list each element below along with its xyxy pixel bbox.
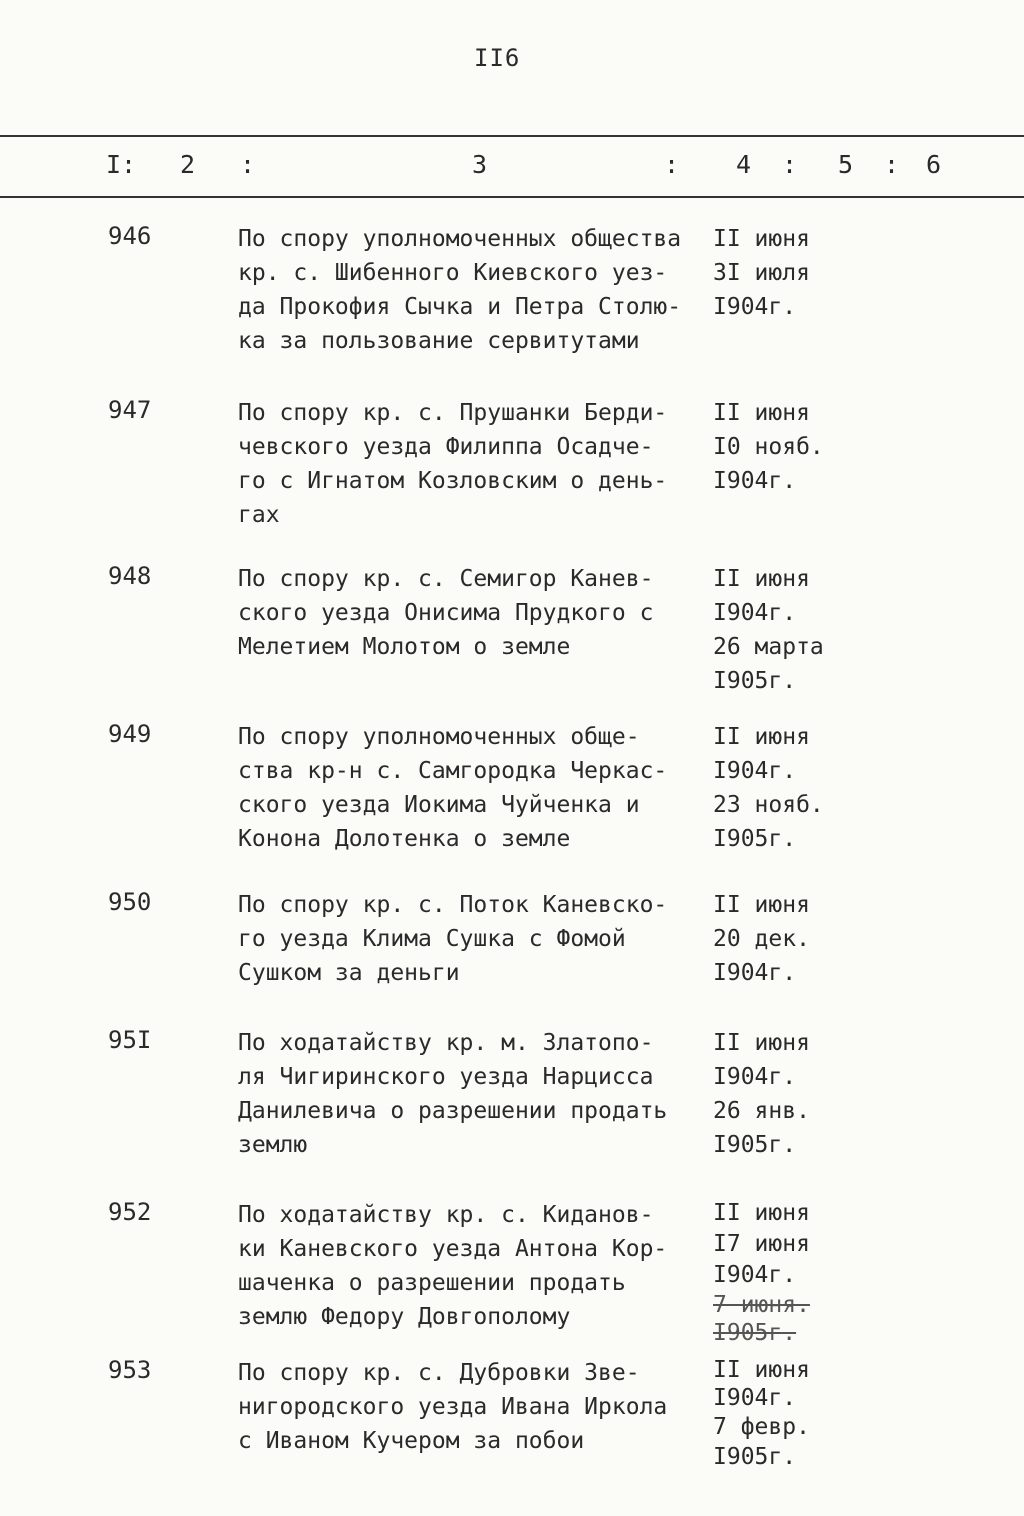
description-line: нигородского уезда Ивана Иркола — [238, 1394, 668, 1420]
date-line: 26 янв. — [713, 1098, 810, 1124]
entry-dates — [713, 1198, 843, 1347]
date-line: II июня — [713, 226, 810, 252]
entry-dates — [713, 1026, 843, 1162]
entry-number: 952 — [108, 1198, 152, 1226]
description-line: с Иваном Кучером за побои — [238, 1428, 585, 1454]
entry-number: 949 — [108, 720, 152, 748]
table-top-rule — [0, 135, 1024, 137]
date-line: 7 февр. — [713, 1414, 810, 1440]
date-line: I904г. — [713, 468, 797, 494]
date-line: I904г. — [713, 600, 797, 626]
entry-description — [238, 1198, 718, 1334]
entry-description — [238, 396, 718, 532]
column-separator: : — [782, 150, 798, 179]
date-line: II июня — [713, 1357, 810, 1383]
entry-number: 953 — [108, 1356, 152, 1384]
date-line: I904г. — [713, 1064, 797, 1090]
description-line: По спору кр. с. Семигор Канев- — [238, 566, 654, 592]
description-line: шаченка о разрешении продать — [238, 1270, 626, 1296]
description-line: Сушком за деньги — [238, 960, 460, 986]
date-line: 23 нояб. — [713, 792, 824, 818]
description-line: По спору кр. с. Поток Каневско- — [238, 892, 668, 918]
description-line: По ходатайству кр. с. Киданов- — [238, 1202, 654, 1228]
entry-number: 946 — [108, 222, 152, 250]
description-line: гах — [238, 502, 280, 528]
entry-dates — [713, 562, 843, 698]
column-header-2: 2 — [180, 150, 196, 179]
description-line: По спору уполномоченных общества — [238, 226, 682, 252]
date-line: I905г. — [713, 826, 797, 852]
entry-number: 95I — [108, 1026, 152, 1054]
date-line: I904г. — [713, 1385, 797, 1411]
column-header-1: I: — [106, 150, 137, 179]
table-header-rule — [0, 196, 1024, 198]
description-line: ского уезда Онисима Прудкого с — [238, 600, 654, 626]
description-line: По ходатайству кр. м. Златопо- — [238, 1030, 654, 1056]
column-separator: : — [884, 150, 900, 179]
description-line: Конона Долотенка о земле — [238, 826, 571, 852]
entry-description — [238, 720, 718, 856]
entry-number: 948 — [108, 562, 152, 590]
date-line: I0 нояб. — [713, 434, 824, 460]
column-header-6: 6 — [926, 150, 942, 179]
column-separator: : — [664, 150, 680, 179]
entry-description — [238, 1356, 718, 1458]
date-line: II июня — [713, 566, 810, 592]
entry-dates — [713, 222, 843, 324]
date-line: 26 марта — [713, 634, 824, 660]
description-line: землю Федору Довгополому — [238, 1304, 571, 1330]
date-line: I905г. — [713, 1132, 797, 1158]
date-line: I904г. — [713, 1262, 797, 1288]
description-line: ля Чигиринского уезда Нарцисса — [238, 1064, 654, 1090]
entry-number: 947 — [108, 396, 152, 424]
description-line: ка за пользование сервитутами — [238, 328, 640, 354]
date-line: II июня — [713, 400, 810, 426]
entry-dates — [713, 1356, 843, 1472]
column-header-4: 4 — [736, 150, 752, 179]
description-line: ки Каневского уезда Антона Кор- — [238, 1236, 668, 1262]
entry-description — [238, 888, 718, 990]
entry-dates — [713, 720, 843, 856]
date-line: I905г. — [713, 1444, 797, 1470]
date-line: I905г. — [713, 668, 797, 694]
description-line: Мелетием Молотом о земле — [238, 634, 571, 660]
date-line: 3I июля — [713, 260, 810, 286]
column-header-5: 5 — [838, 150, 854, 179]
struck-date-line: 7 июня. — [713, 1292, 810, 1318]
description-line: По спору кр. с. Прушанки Берди- — [238, 400, 668, 426]
entry-description — [238, 222, 718, 358]
column-separator: : — [240, 150, 256, 179]
date-line: I7 июня — [713, 1231, 810, 1257]
struck-date-line: I905г. — [713, 1320, 797, 1346]
date-line: I904г. — [713, 960, 797, 986]
entry-description — [238, 562, 718, 664]
description-line: го с Игнатом Козловским о день- — [238, 468, 668, 494]
description-line: землю — [238, 1132, 308, 1158]
page-number: II6 — [474, 44, 521, 72]
description-line: Данилевича о разрешении продать — [238, 1098, 668, 1124]
date-line: II июня — [713, 1030, 810, 1056]
description-line: По спору кр. с. Дубровки Зве- — [238, 1360, 640, 1386]
description-line: кр. с. Шибенного Киевского уез- — [238, 260, 668, 286]
entry-description — [238, 1026, 718, 1162]
date-line: I904г. — [713, 294, 797, 320]
column-header-3: 3 — [472, 150, 488, 179]
description-line: ского уезда Иокима Чуйченка и — [238, 792, 640, 818]
date-line: I904г. — [713, 758, 797, 784]
date-line: II июня — [713, 892, 810, 918]
date-line: II июня — [713, 1200, 810, 1226]
date-line: II июня — [713, 724, 810, 750]
date-line: 20 дек. — [713, 926, 810, 952]
description-line: го уезда Клима Сушка с Фомой — [238, 926, 626, 952]
description-line: ства кр-н с. Самгородка Черкас- — [238, 758, 668, 784]
entry-dates — [713, 396, 843, 498]
entry-number: 950 — [108, 888, 152, 916]
description-line: По спору уполномоченных обще- — [238, 724, 640, 750]
description-line: чевского уезда Филиппа Осадче- — [238, 434, 654, 460]
description-line: да Прокофия Сычка и Петра Столю- — [238, 294, 682, 320]
entry-dates — [713, 888, 843, 990]
